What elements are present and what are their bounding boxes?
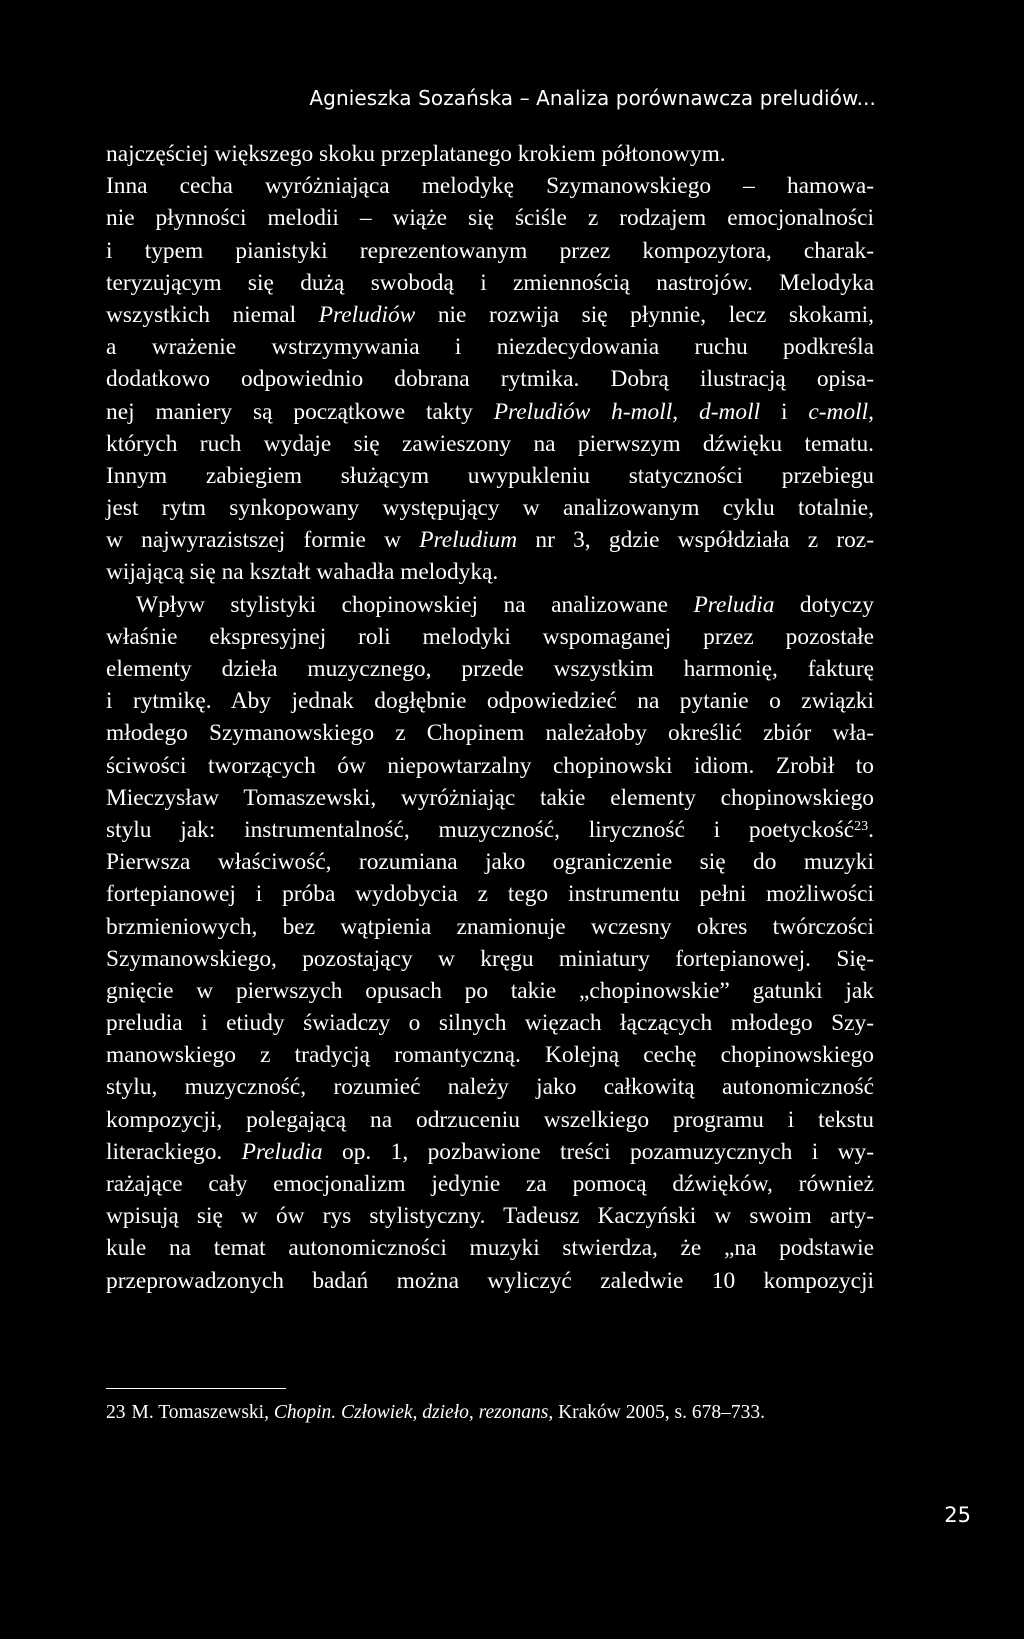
text-segment: gnięcie w pierwszych opusach po takie „chopinowskie” gatunki jak	[106, 977, 874, 1004]
text-segment: Preludiów h-moll, d-moll	[493, 398, 761, 425]
body-line	[106, 685, 874, 717]
body-line	[106, 653, 874, 685]
text-segment: nej maniery są początkowe takty	[106, 398, 494, 425]
body-line	[106, 267, 874, 299]
text-segment: Pierwsza właściwość, rozumiana jako ograniczenie się do muzyki	[106, 849, 874, 876]
body-line	[106, 1232, 874, 1264]
body-line	[106, 1265, 874, 1297]
body-line	[106, 138, 874, 170]
body-line	[106, 460, 874, 492]
text-segment: ściwości tworzących ów niepowtarzalny chopinowski idiom. Zrobił to	[106, 752, 874, 779]
text-segment: fortepianowej i próba wydobycia z tego instrumentu pełni możliwości	[106, 881, 874, 908]
text-segment: jest rytm synkopowany występujący w analizowanym cyklu totalnie,	[106, 495, 874, 522]
text-segment: przeprowadzonych badań można wyliczyć zaledwie 10 kompozycji	[106, 1267, 874, 1294]
text-segment: młodego Szymanowskiego z Chopinem należałoby określić zbiór wła-	[106, 720, 874, 747]
text-segment: nie płynności melodii – wiąże się ściśle z rodzajem emocjonalności	[106, 205, 874, 232]
body-line	[106, 428, 874, 460]
footnote-rule	[106, 1388, 286, 1389]
footnote-title: Chopin. Człowiek, dzieło, rezonans	[273, 1402, 549, 1423]
body-line	[106, 363, 874, 395]
body-line	[106, 202, 874, 234]
text-segment: a wrażenie wstrzymywania i niezdecydowania ruchu podkreśla	[106, 334, 874, 361]
text-segment: Mieczysław Tomaszewski, wyróżniając takie elementy chopinowskiego	[106, 784, 874, 811]
body-line	[106, 396, 874, 428]
text-segment: i	[760, 398, 809, 425]
body-line	[106, 1039, 874, 1071]
text-segment: Preludium	[419, 527, 518, 554]
text-segment: Inna cecha wyróżniająca melodykę Szymanowskiego – hamowa-	[106, 173, 874, 200]
text-segment: i rytmikę. Aby jednak dogłębnie odpowiedzieć na pytanie o związki	[106, 688, 874, 715]
text-segment: literackiego.	[106, 1138, 242, 1165]
text-segment: stylu, muzyczność, rozumieć należy jako całkowitą autonomiczność	[106, 1074, 874, 1101]
text-segment: wszystkich niemal	[106, 301, 319, 328]
text-segment: wpisują się w ów rys stylistyczny. Tadeusz Kaczyński w swoim arty-	[106, 1203, 874, 1230]
text-segment: nr 3, gdzie współdziała z roz-	[517, 527, 874, 554]
body-text	[106, 138, 874, 1297]
text-segment: brzmieniowych, bez wątpienia znamionuje wczesny okres twórczości	[106, 913, 874, 940]
body-line	[106, 1136, 874, 1168]
body-line	[106, 524, 874, 556]
text-segment: Preludia	[693, 591, 775, 618]
text-segment: Wpływ stylistyki chopinowskiej na analizowane	[136, 591, 694, 618]
text-segment: dotyczy	[774, 591, 874, 618]
text-segment: właśnie ekspresyjnej roli melodyki wspomaganej przez pozostałe	[106, 623, 874, 650]
body-line	[106, 782, 874, 814]
text-segment: rażające cały emocjonalizm jedynie za pomocą dźwięków, również	[106, 1171, 874, 1197]
body-line	[106, 1104, 874, 1136]
text-segment: w najwyrazistszej formie w	[106, 527, 420, 554]
body-line	[106, 621, 874, 653]
text-segment: nie rozwija się płynnie, lecz skokami,	[415, 301, 874, 328]
body-line	[106, 750, 874, 782]
text-segment: c-moll,	[808, 398, 874, 425]
body-line	[106, 814, 874, 846]
body-line	[106, 331, 874, 363]
text-segment: kule na temat autonomiczności muzyki stwierdza, że „na podstawie	[106, 1235, 874, 1262]
text-segment: .	[868, 816, 874, 843]
body-line	[106, 943, 874, 975]
footnote-author: M. Tomaszewski,	[131, 1402, 274, 1423]
footnote-ref: 23	[854, 818, 869, 834]
text-segment: elementy dzieła muzycznego, przede wszystkim harmonię, fakturę	[106, 656, 874, 682]
body-line	[106, 975, 874, 1007]
text-segment: Preludiów	[318, 301, 416, 328]
text-segment: Szymanowskiego, pozostający w kręgu miniatury fortepianowej. Się-	[106, 945, 874, 972]
body-line	[106, 556, 874, 588]
body-line	[106, 1007, 874, 1039]
body-line	[106, 846, 874, 878]
running-header: Agnieszka Sozańska – Analiza porównawcza preludiów...	[309, 86, 876, 110]
text-segment: stylu jak: instrumentalność, muzyczność, liryczność i poetyckość	[106, 816, 855, 843]
body-line	[106, 589, 874, 621]
text-segment: manowskiego z tradycją romantyczną. Kolejną cechę chopinowskiego	[106, 1042, 874, 1069]
text-segment: teryzującym się dużą swobodą i zmiennością nastrojów. Melodyka	[106, 269, 874, 296]
text-segment: Innym zabiegiem służącym uwypukleniu statyczności przebiegu	[106, 462, 874, 489]
text-segment: i typem pianistyki reprezentowanym przez kompozytora, charak-	[106, 237, 874, 264]
body-line	[106, 1071, 874, 1103]
text-segment: Preludia	[241, 1138, 323, 1165]
body-line	[106, 878, 874, 910]
body-line	[106, 170, 874, 202]
text-segment: op. 1, pozbawione treści pozamuzycznych i wy-	[322, 1138, 875, 1165]
page-number: 25	[944, 1503, 971, 1527]
text-segment: preludia i etiudy świadczy o silnych więzach łączących młodego Szy-	[106, 1010, 874, 1037]
footnote	[106, 1402, 874, 1424]
body-line	[106, 299, 874, 331]
text-segment: najczęściej większego skoku przeplatanego krokiem półtonowym.	[106, 141, 726, 167]
body-line	[106, 1200, 874, 1232]
text-segment: dodatkowo odpowiednio dobrana rytmika. Dobrą ilustracją opisa-	[106, 366, 874, 393]
body-line	[106, 1168, 874, 1200]
body-line	[106, 717, 874, 749]
text-segment: kompozycji, polegającą na odrzuceniu wszelkiego programu i tekstu	[106, 1106, 874, 1133]
footnote-rest: , Kraków 2005, s. 678–733.	[548, 1402, 765, 1423]
text-segment: wijającą się na kształt wahadła melodyką.	[106, 559, 499, 586]
footnote-number: 23	[106, 1402, 126, 1423]
body-line	[106, 492, 874, 524]
text-segment: których ruch wydaje się zawieszony na pierwszym dźwięku tematu.	[106, 430, 874, 457]
body-line	[106, 235, 874, 267]
body-line	[106, 911, 874, 943]
